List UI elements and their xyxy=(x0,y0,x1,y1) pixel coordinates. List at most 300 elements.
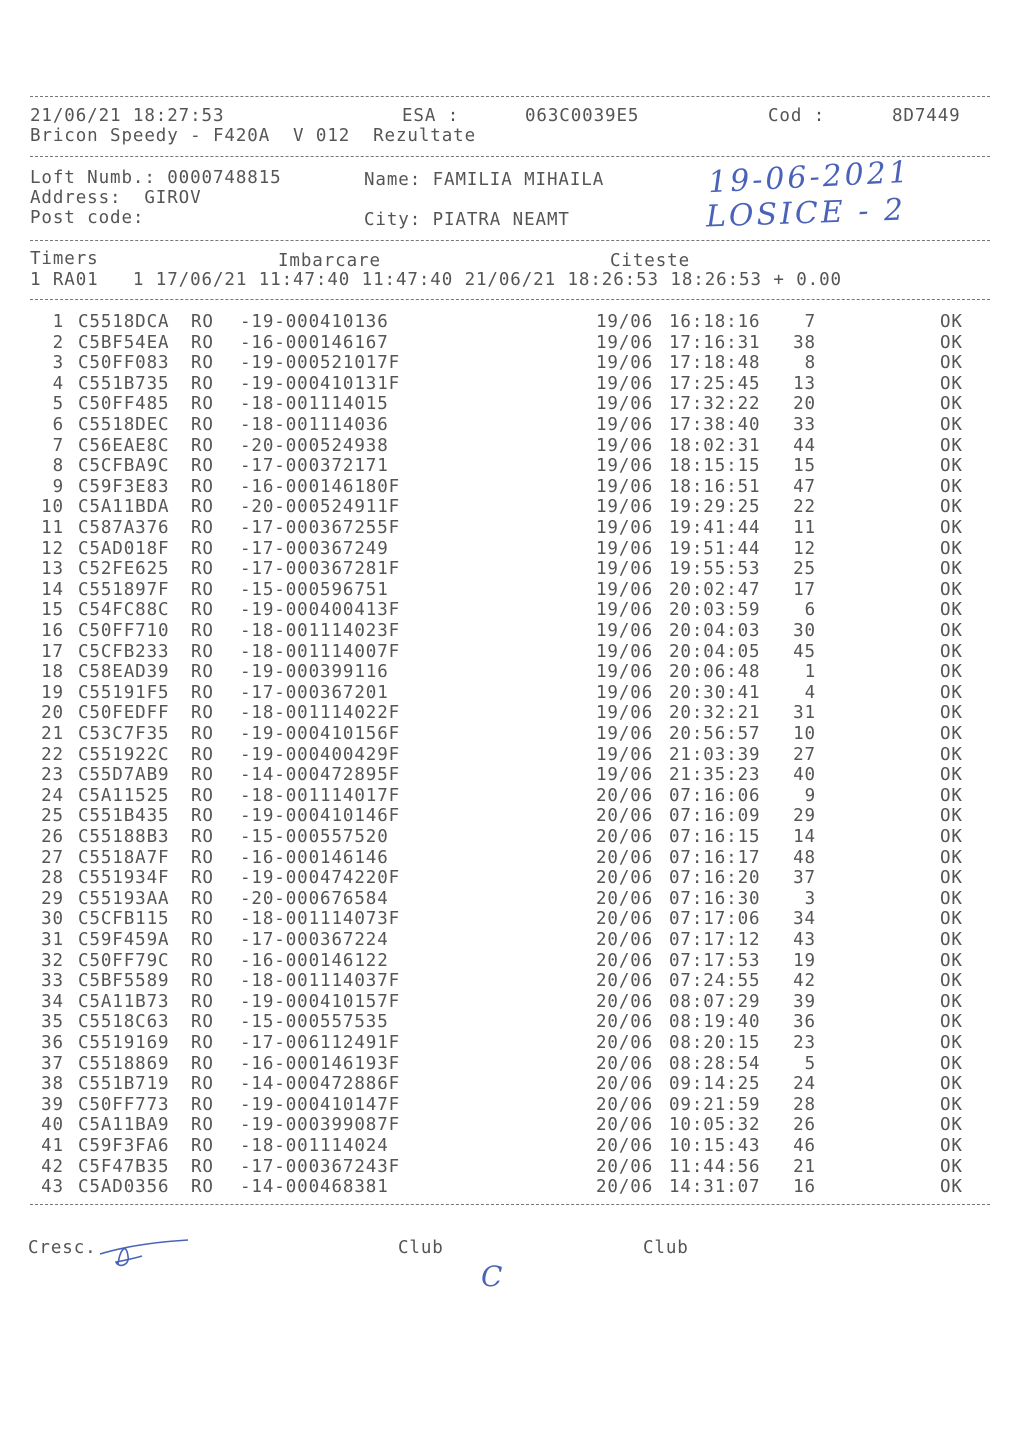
row-status: OK xyxy=(940,806,963,827)
row-status: OK xyxy=(940,682,963,703)
row-status: OK xyxy=(940,518,963,538)
row-chip-id: C551B735 xyxy=(78,373,170,394)
table-row xyxy=(0,889,1024,910)
row-index: 21 xyxy=(41,724,64,744)
row-position: 47 xyxy=(793,476,816,497)
row-status: OK xyxy=(940,353,963,374)
handwritten-date: 19-06-2021 xyxy=(707,154,912,201)
row-position: 6 xyxy=(804,600,816,621)
table-row xyxy=(0,642,1024,663)
row-status: OK xyxy=(940,909,963,930)
row-status: OK xyxy=(940,662,963,683)
row-status: OK xyxy=(940,435,963,456)
loft-number: Loft Numb.: 0000748815 xyxy=(30,168,282,188)
table-row xyxy=(0,477,1024,498)
row-arrival-time: 07:16:06 xyxy=(669,785,761,806)
row-status: OK xyxy=(940,827,963,847)
row-ring-number: -18-001114023F xyxy=(240,621,401,641)
table-row xyxy=(0,806,1024,827)
row-country: RO xyxy=(191,1033,214,1053)
row-index: 32 xyxy=(41,950,64,971)
row-country: RO xyxy=(191,621,214,641)
row-position: 37 xyxy=(793,868,816,889)
city: City: PIATRA NEAMT xyxy=(364,210,570,230)
table-row xyxy=(0,1012,1024,1033)
row-position: 39 xyxy=(793,991,816,1012)
table-row xyxy=(0,909,1024,930)
row-arrival-date: 19/06 xyxy=(596,476,654,497)
row-status: OK xyxy=(940,930,963,950)
row-ring-number: -17-000372171 xyxy=(240,456,389,477)
row-arrival-date: 20/06 xyxy=(596,1033,654,1053)
row-chip-id: C55188B3 xyxy=(78,827,170,847)
row-index: 37 xyxy=(41,1053,64,1074)
handwritten-place: LOSICE - 2 xyxy=(705,192,907,235)
row-status: OK xyxy=(940,312,963,332)
row-status: OK xyxy=(940,765,963,786)
imbarcare-header: Imbarcare xyxy=(278,251,381,271)
row-ring-number: -19-000410157F xyxy=(240,991,401,1012)
row-ring-number: -14-000468381 xyxy=(240,1177,389,1198)
row-position: 21 xyxy=(793,1156,816,1177)
row-ring-number: -17-000367255F xyxy=(240,518,401,538)
row-position: 25 xyxy=(793,559,816,580)
table-row xyxy=(0,559,1024,580)
club-label-1: Club xyxy=(398,1238,444,1258)
row-arrival-date: 19/06 xyxy=(596,621,654,641)
row-arrival-time: 08:19:40 xyxy=(669,1012,761,1033)
owner-name: Name: FAMILIA MIHAILA xyxy=(364,170,605,190)
row-country: RO xyxy=(191,579,214,600)
row-country: RO xyxy=(191,435,214,456)
row-ring-number: -19-000410146F xyxy=(240,806,401,827)
row-status: OK xyxy=(940,888,963,909)
row-status: OK xyxy=(940,950,963,971)
row-index: 30 xyxy=(41,909,64,930)
row-arrival-date: 19/06 xyxy=(596,662,654,683)
row-index: 28 xyxy=(41,868,64,889)
table-row xyxy=(0,1074,1024,1095)
row-index: 35 xyxy=(41,1012,64,1033)
row-arrival-date: 19/06 xyxy=(596,724,654,744)
row-arrival-time: 19:29:25 xyxy=(669,497,761,518)
row-arrival-date: 19/06 xyxy=(596,600,654,621)
row-arrival-date: 19/06 xyxy=(596,435,654,456)
row-arrival-time: 07:16:17 xyxy=(669,847,761,868)
row-country: RO xyxy=(191,497,214,518)
row-position: 3 xyxy=(804,888,816,909)
table-row xyxy=(0,415,1024,436)
row-ring-number: -17-000367201 xyxy=(240,682,389,703)
row-ring-number: -14-000472895F xyxy=(240,765,401,786)
row-ring-number: -17-006112491F xyxy=(240,1033,401,1053)
row-status: OK xyxy=(940,394,963,415)
row-arrival-date: 19/06 xyxy=(596,518,654,538)
row-status: OK xyxy=(940,1115,963,1136)
row-ring-number: -19-000474220F xyxy=(240,868,401,889)
row-status: OK xyxy=(940,1012,963,1033)
row-position: 31 xyxy=(793,703,816,724)
row-status: OK xyxy=(940,415,963,435)
row-position: 23 xyxy=(793,1033,816,1053)
row-index: 42 xyxy=(41,1156,64,1177)
row-status: OK xyxy=(940,641,963,662)
row-status: OK xyxy=(940,1136,963,1156)
row-arrival-time: 07:24:55 xyxy=(669,971,761,992)
row-arrival-date: 19/06 xyxy=(596,312,654,332)
table-bottom-rule xyxy=(30,1204,990,1205)
table-row xyxy=(0,951,1024,972)
club-label-2: Club xyxy=(643,1238,689,1258)
row-chip-id: C53C7F35 xyxy=(78,724,170,744)
row-chip-id: C5CFBA9C xyxy=(78,456,170,477)
row-status: OK xyxy=(940,1074,963,1095)
row-chip-id: C5BF5589 xyxy=(78,971,170,992)
row-arrival-date: 20/06 xyxy=(596,950,654,971)
row-position: 30 xyxy=(793,621,816,641)
row-arrival-time: 14:31:07 xyxy=(669,1177,761,1198)
row-position: 7 xyxy=(804,312,816,332)
table-row xyxy=(0,703,1024,724)
row-ring-number: -16-000146167 xyxy=(240,332,389,353)
row-arrival-time: 11:44:56 xyxy=(669,1156,761,1177)
table-row xyxy=(0,930,1024,951)
row-status: OK xyxy=(940,971,963,992)
row-arrival-time: 09:21:59 xyxy=(669,1094,761,1115)
row-position: 40 xyxy=(793,765,816,786)
row-index: 19 xyxy=(41,682,64,703)
row-chip-id: C50FF710 xyxy=(78,621,170,641)
timer-line: 1 RA01 1 17/06/21 11:47:40 11:47:40 21/06/21 18:26:53 18:26:53 + 0.00 xyxy=(30,270,842,290)
row-country: RO xyxy=(191,930,214,950)
row-index: 24 xyxy=(41,785,64,806)
row-country: RO xyxy=(191,456,214,477)
row-arrival-date: 19/06 xyxy=(596,353,654,374)
row-arrival-time: 20:56:57 xyxy=(669,724,761,744)
row-country: RO xyxy=(191,682,214,703)
row-position: 28 xyxy=(793,1094,816,1115)
row-status: OK xyxy=(940,1033,963,1053)
row-country: RO xyxy=(191,1136,214,1156)
club-signature-initial: C xyxy=(481,1260,506,1293)
row-country: RO xyxy=(191,785,214,806)
row-status: OK xyxy=(940,1094,963,1115)
row-chip-id: C50FF083 xyxy=(78,353,170,374)
row-country: RO xyxy=(191,1074,214,1095)
row-position: 19 xyxy=(793,950,816,971)
row-position: 8 xyxy=(804,353,816,374)
row-index: 5 xyxy=(52,394,64,415)
row-country: RO xyxy=(191,847,214,868)
row-arrival-date: 20/06 xyxy=(596,827,654,847)
row-ring-number: -18-001114037F xyxy=(240,971,401,992)
row-position: 11 xyxy=(793,518,816,538)
table-row xyxy=(0,518,1024,539)
row-chip-id: C59F3FA6 xyxy=(78,1136,170,1156)
row-index: 14 xyxy=(41,579,64,600)
row-arrival-time: 19:55:53 xyxy=(669,559,761,580)
row-position: 16 xyxy=(793,1177,816,1198)
row-index: 10 xyxy=(41,497,64,518)
row-country: RO xyxy=(191,1115,214,1136)
row-arrival-date: 20/06 xyxy=(596,847,654,868)
row-arrival-time: 07:17:06 xyxy=(669,909,761,930)
row-index: 4 xyxy=(52,373,64,394)
table-row xyxy=(0,1115,1024,1136)
row-status: OK xyxy=(940,991,963,1012)
row-chip-id: C551B719 xyxy=(78,1074,170,1095)
row-arrival-date: 20/06 xyxy=(596,971,654,992)
row-arrival-time: 20:32:21 xyxy=(669,703,761,724)
row-ring-number: -19-000399116 xyxy=(240,662,389,683)
row-position: 9 xyxy=(804,785,816,806)
row-arrival-date: 19/06 xyxy=(596,579,654,600)
row-country: RO xyxy=(191,703,214,724)
table-row xyxy=(0,848,1024,869)
row-country: RO xyxy=(191,1156,214,1177)
row-ring-number: -17-000367243F xyxy=(240,1156,401,1177)
table-row xyxy=(0,662,1024,683)
table-row xyxy=(0,374,1024,395)
row-chip-id: C5CFB115 xyxy=(78,909,170,930)
row-country: RO xyxy=(191,312,214,332)
row-ring-number: -17-000367281F xyxy=(240,559,401,580)
row-index: 13 xyxy=(41,559,64,580)
row-index: 40 xyxy=(41,1115,64,1136)
row-position: 38 xyxy=(793,332,816,353)
row-arrival-date: 20/06 xyxy=(596,1012,654,1033)
post-code: Post code: xyxy=(30,208,145,228)
address: Address: GIROV xyxy=(30,188,202,208)
row-ring-number: -19-000399087F xyxy=(240,1115,401,1136)
row-index: 43 xyxy=(41,1177,64,1198)
row-arrival-time: 18:02:31 xyxy=(669,435,761,456)
row-chip-id: C5A11BDA xyxy=(78,497,170,518)
row-chip-id: C58EAD39 xyxy=(78,662,170,683)
row-status: OK xyxy=(940,497,963,518)
table-row xyxy=(0,786,1024,807)
row-arrival-time: 21:35:23 xyxy=(669,765,761,786)
row-chip-id: C5AD0356 xyxy=(78,1177,170,1198)
row-status: OK xyxy=(940,476,963,497)
breeder-label: Cresc. xyxy=(28,1238,97,1258)
row-index: 39 xyxy=(41,1094,64,1115)
row-arrival-date: 20/06 xyxy=(596,1177,654,1198)
row-arrival-time: 07:17:53 xyxy=(669,950,761,971)
row-country: RO xyxy=(191,1177,214,1198)
row-arrival-time: 19:41:44 xyxy=(669,518,761,538)
row-country: RO xyxy=(191,373,214,394)
row-country: RO xyxy=(191,1053,214,1074)
row-ring-number: -18-001114015 xyxy=(240,394,389,415)
row-ring-number: -16-000146180F xyxy=(240,476,401,497)
row-position: 4 xyxy=(804,682,816,703)
row-position: 42 xyxy=(793,971,816,992)
row-country: RO xyxy=(191,662,214,683)
row-chip-id: C54FC88C xyxy=(78,600,170,621)
row-arrival-time: 20:03:59 xyxy=(669,600,761,621)
loft-bottom-rule xyxy=(30,240,990,241)
row-arrival-time: 20:02:47 xyxy=(669,579,761,600)
header-top-rule xyxy=(30,96,990,97)
row-arrival-date: 19/06 xyxy=(596,703,654,724)
table-row xyxy=(0,1177,1024,1198)
row-index: 27 xyxy=(41,847,64,868)
row-ring-number: -18-001114022F xyxy=(240,703,401,724)
row-position: 15 xyxy=(793,456,816,477)
table-row xyxy=(0,456,1024,477)
row-arrival-date: 20/06 xyxy=(596,909,654,930)
row-ring-number: -19-000400429F xyxy=(240,744,401,765)
row-chip-id: C551922C xyxy=(78,744,170,765)
row-position: 27 xyxy=(793,744,816,765)
timers-header: Timers xyxy=(30,249,99,269)
row-position: 22 xyxy=(793,497,816,518)
row-country: RO xyxy=(191,600,214,621)
row-arrival-time: 10:05:32 xyxy=(669,1115,761,1136)
esa-value: 063C0039E5 xyxy=(525,106,640,126)
row-index: 20 xyxy=(41,703,64,724)
row-arrival-date: 20/06 xyxy=(596,785,654,806)
row-status: OK xyxy=(940,785,963,806)
row-position: 17 xyxy=(793,579,816,600)
row-position: 45 xyxy=(793,641,816,662)
row-index: 11 xyxy=(41,518,64,538)
row-status: OK xyxy=(940,847,963,868)
row-chip-id: C50FF485 xyxy=(78,394,170,415)
row-country: RO xyxy=(191,888,214,909)
row-country: RO xyxy=(191,909,214,930)
row-arrival-time: 07:16:30 xyxy=(669,888,761,909)
row-ring-number: -20-000676584 xyxy=(240,888,389,909)
row-position: 33 xyxy=(793,415,816,435)
row-status: OK xyxy=(940,744,963,765)
row-arrival-time: 21:03:39 xyxy=(669,744,761,765)
row-arrival-time: 08:07:29 xyxy=(669,991,761,1012)
row-status: OK xyxy=(940,703,963,724)
row-ring-number: -19-000410136 xyxy=(240,312,389,332)
row-arrival-time: 20:04:03 xyxy=(669,621,761,641)
row-index: 33 xyxy=(41,971,64,992)
table-row xyxy=(0,868,1024,889)
cod-value: 8D7449 xyxy=(892,106,961,126)
row-country: RO xyxy=(191,971,214,992)
table-row xyxy=(0,312,1024,333)
row-status: OK xyxy=(940,868,963,889)
row-arrival-date: 19/06 xyxy=(596,744,654,765)
row-arrival-time: 09:14:25 xyxy=(669,1074,761,1095)
row-index: 34 xyxy=(41,991,64,1012)
row-index: 31 xyxy=(41,930,64,950)
row-chip-id: C5A11525 xyxy=(78,785,170,806)
row-arrival-date: 19/06 xyxy=(596,456,654,477)
row-chip-id: C55193AA xyxy=(78,888,170,909)
row-ring-number: -18-001114036 xyxy=(240,415,389,435)
row-position: 1 xyxy=(804,662,816,683)
row-chip-id: C551B435 xyxy=(78,806,170,827)
row-ring-number: -17-000367249 xyxy=(240,538,389,559)
row-arrival-date: 20/06 xyxy=(596,1053,654,1074)
row-arrival-time: 07:16:09 xyxy=(669,806,761,827)
table-row xyxy=(0,621,1024,642)
row-position: 26 xyxy=(793,1115,816,1136)
device-info: Bricon Speedy - F420A V 012 Rezultate xyxy=(30,126,476,146)
row-country: RO xyxy=(191,518,214,538)
row-arrival-time: 18:16:51 xyxy=(669,476,761,497)
row-ring-number: -19-000410147F xyxy=(240,1094,401,1115)
row-arrival-date: 19/06 xyxy=(596,332,654,353)
row-position: 29 xyxy=(793,806,816,827)
row-arrival-date: 20/06 xyxy=(596,1074,654,1095)
row-ring-number: -18-001114024 xyxy=(240,1136,389,1156)
row-index: 36 xyxy=(41,1033,64,1053)
row-arrival-date: 20/06 xyxy=(596,930,654,950)
row-index: 1 xyxy=(52,312,64,332)
row-index: 25 xyxy=(41,806,64,827)
row-status: OK xyxy=(940,724,963,744)
table-row xyxy=(0,1157,1024,1178)
row-arrival-date: 19/06 xyxy=(596,559,654,580)
row-arrival-time: 19:51:44 xyxy=(669,538,761,559)
table-row xyxy=(0,992,1024,1013)
row-country: RO xyxy=(191,332,214,353)
row-position: 24 xyxy=(793,1074,816,1095)
row-status: OK xyxy=(940,1156,963,1177)
row-country: RO xyxy=(191,415,214,435)
row-arrival-time: 08:20:15 xyxy=(669,1033,761,1053)
row-ring-number: -16-000146146 xyxy=(240,847,389,868)
row-ring-number: -16-000146193F xyxy=(240,1053,401,1074)
row-position: 44 xyxy=(793,435,816,456)
row-arrival-time: 20:04:05 xyxy=(669,641,761,662)
row-index: 38 xyxy=(41,1074,64,1095)
row-status: OK xyxy=(940,456,963,477)
row-index: 22 xyxy=(41,744,64,765)
row-ring-number: -18-001114073F xyxy=(240,909,401,930)
row-arrival-date: 19/06 xyxy=(596,682,654,703)
row-index: 17 xyxy=(41,641,64,662)
citeste-header: Citeste xyxy=(610,251,691,271)
row-arrival-time: 17:25:45 xyxy=(669,373,761,394)
row-index: 3 xyxy=(52,353,64,374)
row-ring-number: -20-000524911F xyxy=(240,497,401,518)
table-row xyxy=(0,765,1024,786)
row-chip-id: C551897F xyxy=(78,579,170,600)
row-arrival-time: 20:30:41 xyxy=(669,682,761,703)
row-country: RO xyxy=(191,868,214,889)
table-row xyxy=(0,745,1024,766)
row-status: OK xyxy=(940,1053,963,1074)
row-chip-id: C5AD018F xyxy=(78,538,170,559)
row-status: OK xyxy=(940,621,963,641)
row-position: 48 xyxy=(793,847,816,868)
row-status: OK xyxy=(940,600,963,621)
row-ring-number: -16-000146122 xyxy=(240,950,389,971)
row-arrival-time: 17:16:31 xyxy=(669,332,761,353)
row-arrival-time: 17:38:40 xyxy=(669,415,761,435)
row-position: 5 xyxy=(804,1053,816,1074)
row-country: RO xyxy=(191,827,214,847)
row-ring-number: -15-000557535 xyxy=(240,1012,389,1033)
row-country: RO xyxy=(191,353,214,374)
timers-bottom-rule xyxy=(30,299,990,300)
row-arrival-date: 20/06 xyxy=(596,806,654,827)
row-index: 8 xyxy=(52,456,64,477)
row-index: 41 xyxy=(41,1136,64,1156)
table-row xyxy=(0,436,1024,457)
row-chip-id: C59F3E83 xyxy=(78,476,170,497)
table-row xyxy=(0,353,1024,374)
